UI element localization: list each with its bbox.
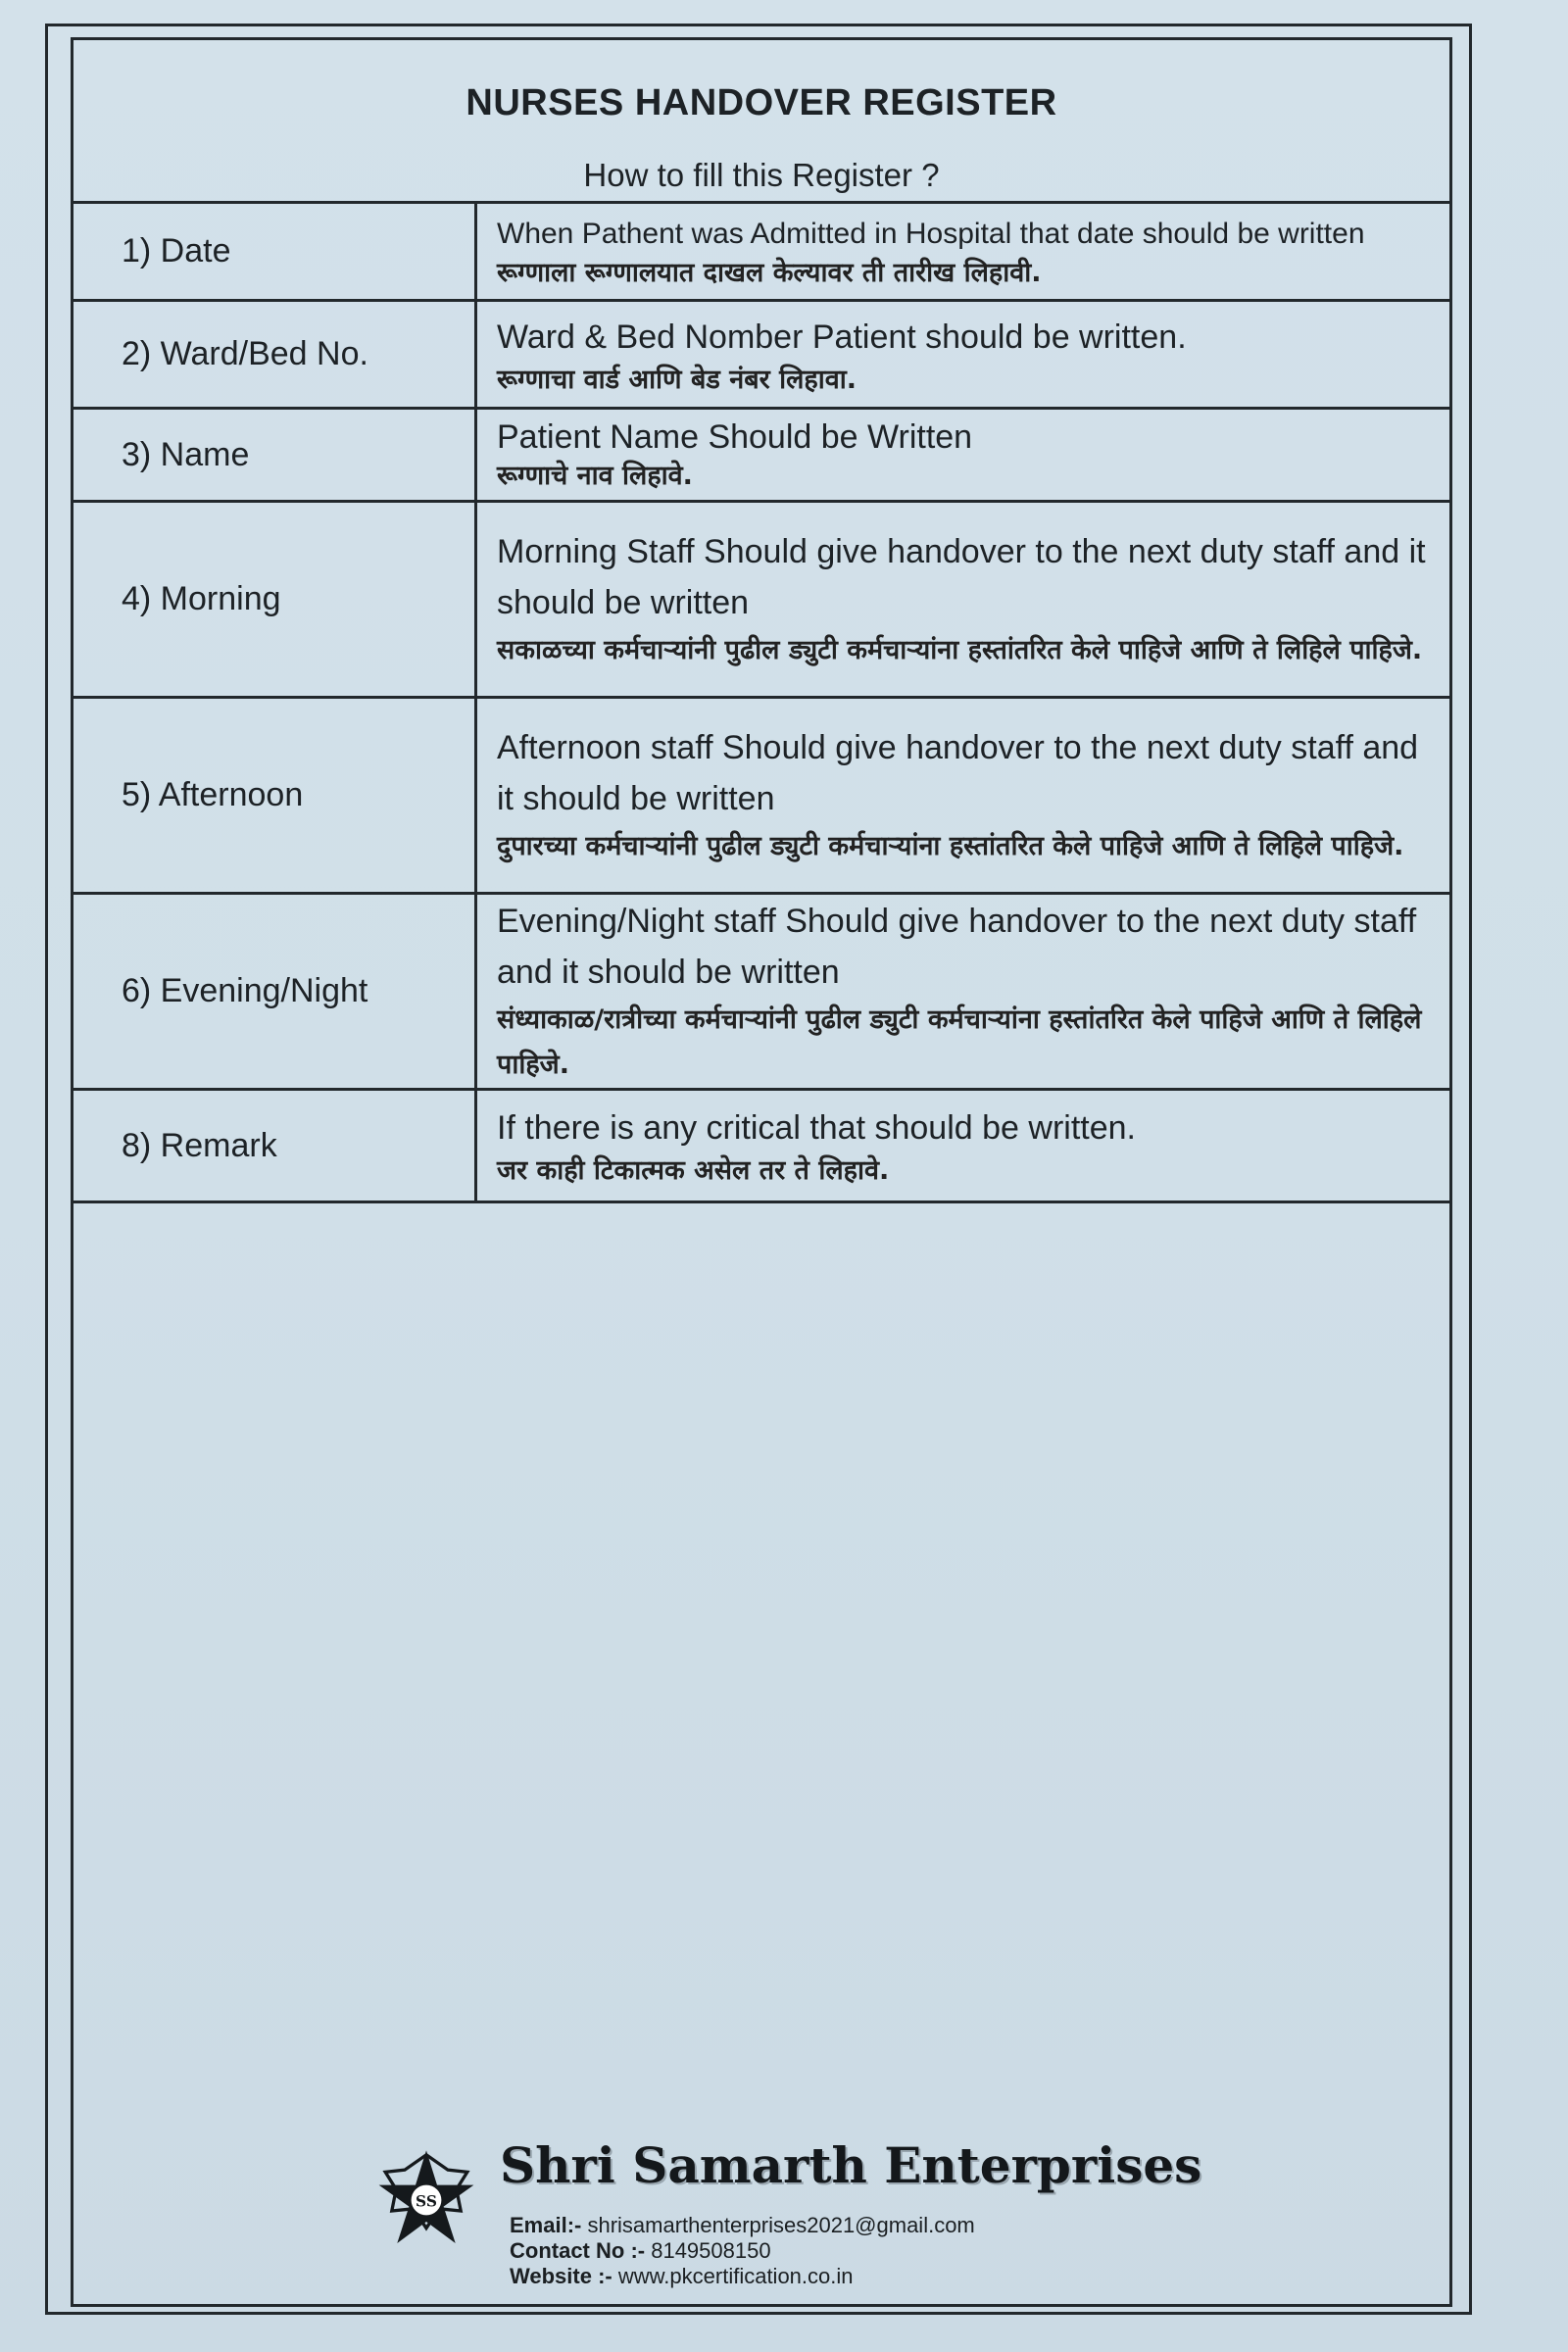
page-subtitle: How to fill this Register ? (583, 157, 940, 193)
description-english: Patient Name Should be Written (497, 418, 973, 456)
company-footer (372, 2136, 1254, 2293)
website-line (510, 2264, 854, 2289)
row-description (477, 895, 1452, 1088)
row-description (477, 204, 1452, 299)
description-english: If there is any critical that should be written. (497, 1109, 1136, 1147)
email-value: shrisamarthenterprises2021@gmail.com (587, 2213, 975, 2237)
row-description (477, 1091, 1452, 1200)
description-english: When Pathent was Admitted in Hospital that date should be written (497, 217, 1365, 250)
contact-line (510, 2238, 771, 2264)
table-row-name (71, 410, 1452, 503)
description-marathi: रूग्णाला रूग्णालयात दाखल केल्यावर ती तारीख लिहावी. (497, 257, 1042, 288)
description-marathi: रूग्णाचा वार्ड आणि बेड नंबर लिहावा. (497, 364, 857, 395)
description-marathi: संध्याकाळ/रात्रीच्या कर्मचाऱ्यांनी पुढील ड्युटी कर्मचाऱ्यांना हस्तांतरित केले पाहिजे आणि ते लिहिले पाहिजे. (497, 1004, 1422, 1080)
description-marathi: रूग्णाचे नाव लिहावे. (497, 461, 693, 491)
table-row-afternoon (71, 699, 1452, 895)
svg-text:SS: SS (416, 2192, 437, 2211)
star-emblem-icon (372, 2146, 480, 2254)
description-english: Evening/Night staff Should give handover to the next duty staff and it should be written (497, 902, 1417, 991)
instructions-table (71, 201, 1452, 1203)
email-label: Email:- (510, 2213, 582, 2237)
description-english: Ward & Bed Nomber Patient should be written. (497, 318, 1187, 356)
table-row-evening-night (71, 895, 1452, 1091)
row-description (477, 503, 1452, 696)
table-row-date (71, 204, 1452, 302)
contact-value: 8149508150 (651, 2238, 771, 2263)
description-english: Morning Staff Should give handover to the next duty staff and it should be written (497, 532, 1426, 621)
row-label: 2) Ward/Bed No. (71, 302, 477, 407)
row-label: 4) Morning (71, 503, 477, 696)
contact-label: Contact No :- (510, 2238, 646, 2263)
row-description (477, 410, 1452, 500)
website-value: www.pkcertification.co.in (617, 2264, 854, 2288)
table-row-morning (71, 503, 1452, 699)
email-line (510, 2213, 975, 2238)
description-english: Afternoon staff Should give handover to the next duty staff and it should be written (497, 728, 1419, 817)
row-label: 3) Name (71, 410, 477, 500)
page-title: NURSES HANDOVER REGISTER (466, 82, 1057, 123)
table-row-ward-bed (71, 302, 1452, 410)
row-label: 1) Date (71, 204, 477, 299)
company-name: Shri Samarth Enterprises (500, 2136, 1202, 2194)
row-label: 6) Evening/Night (71, 895, 477, 1088)
row-label: 5) Afternoon (71, 699, 477, 892)
table-row-remark (71, 1091, 1452, 1203)
row-label: 8) Remark (71, 1091, 477, 1200)
website-label: Website :- (510, 2264, 612, 2288)
row-description (477, 699, 1452, 892)
description-marathi: जर काही टिकात्मक असेल तर ते लिहावे. (497, 1155, 890, 1186)
description-marathi: दुपारच्या कर्मचाऱ्यांनी पुढील ड्युटी कर्मचाऱ्यांना हस्तांतरित केले पाहिजे आणि ते लिहिले पाहिजे. (497, 830, 1404, 861)
row-description (477, 302, 1452, 407)
description-marathi: सकाळच्या कर्मचाऱ्यांनी पुढील ड्युटी कर्मचाऱ्यांना हस्तांतरित केले पाहिजे आणि ते लिहिले पाहिजे. (497, 634, 1423, 665)
